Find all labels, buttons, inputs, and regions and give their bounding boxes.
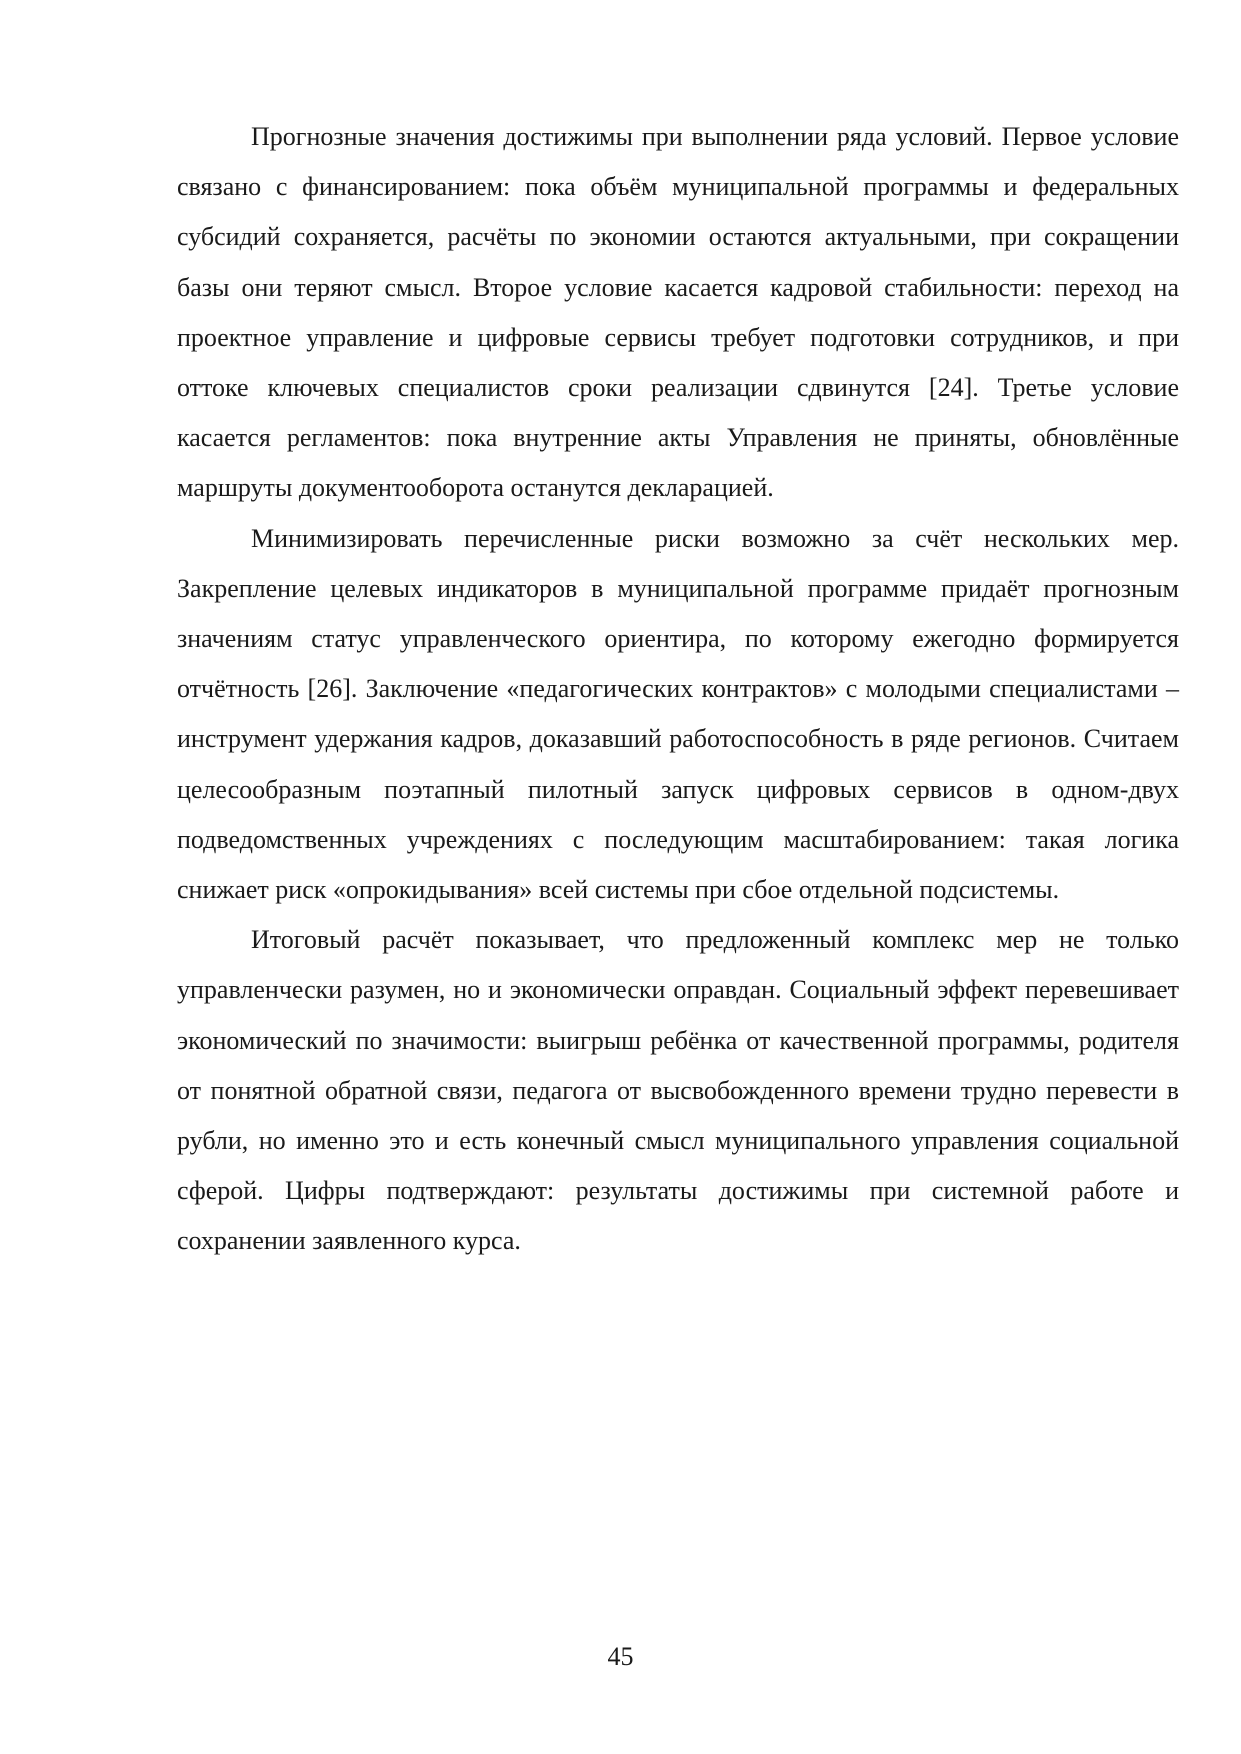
body-text (177, 112, 1179, 1267)
paragraph-conditions: Прогнозные значения достижимы при выполнении ряда условий. Первое условие связано с финансированием: пока объём муниципальной программы и федеральных субсидий сохраняется, расчёты по экономии остаются актуальными, при сокращении базы они теряют смысл. Второе условие касается кадровой стабильности: переход на проектное управление и цифровые сервисы требует подготовки сотрудников, и при оттоке ключевых специалистов сроки реализации сдвинутся [24]. Третье условие касается регламентов: пока внутренние акты Управления не приняты, обновлённые маршруты документооборота останутся декларацией. (177, 122, 1179, 503)
page-number: 45 (607, 1642, 634, 1671)
paragraph-conclusion: Итоговый расчёт показывает, что предложенный комплекс мер не только управленчески разумен, но и экономически оправдан. Социальный эффект перевешивает экономический по значимости: выигрыш ребёнка от качественной программы, родителя от понятной обратной связи, педагога от высвобожденного времени трудно перевести в рубли, но именно это и есть конечный смысл муниципального управления социальной сферой. Цифры подтверждают: результаты достижимы при системной работе и сохранении заявленного курса. (177, 925, 1179, 1256)
paragraph-risk-mitigation: Минимизировать перечисленные риски возможно за счёт нескольких мер. Закрепление целевых индикаторов в муниципальной программе придаёт прогнозным значениям статус управленческого ориентира, по которому ежегодно формируется отчётность [26]. Заключение «педагогических контрактов» с молодыми специалистами – инструмент удержания кадров, доказавший работоспособность в ряде регионов. Считаем целесообразным поэтапный пилотный запуск цифровых сервисов в одном-двух подведомственных учреждениях с последующим масштабированием: такая логика снижает риск «опрокидывания» всей системы при сбое отдельной подсистемы. (177, 523, 1179, 905)
